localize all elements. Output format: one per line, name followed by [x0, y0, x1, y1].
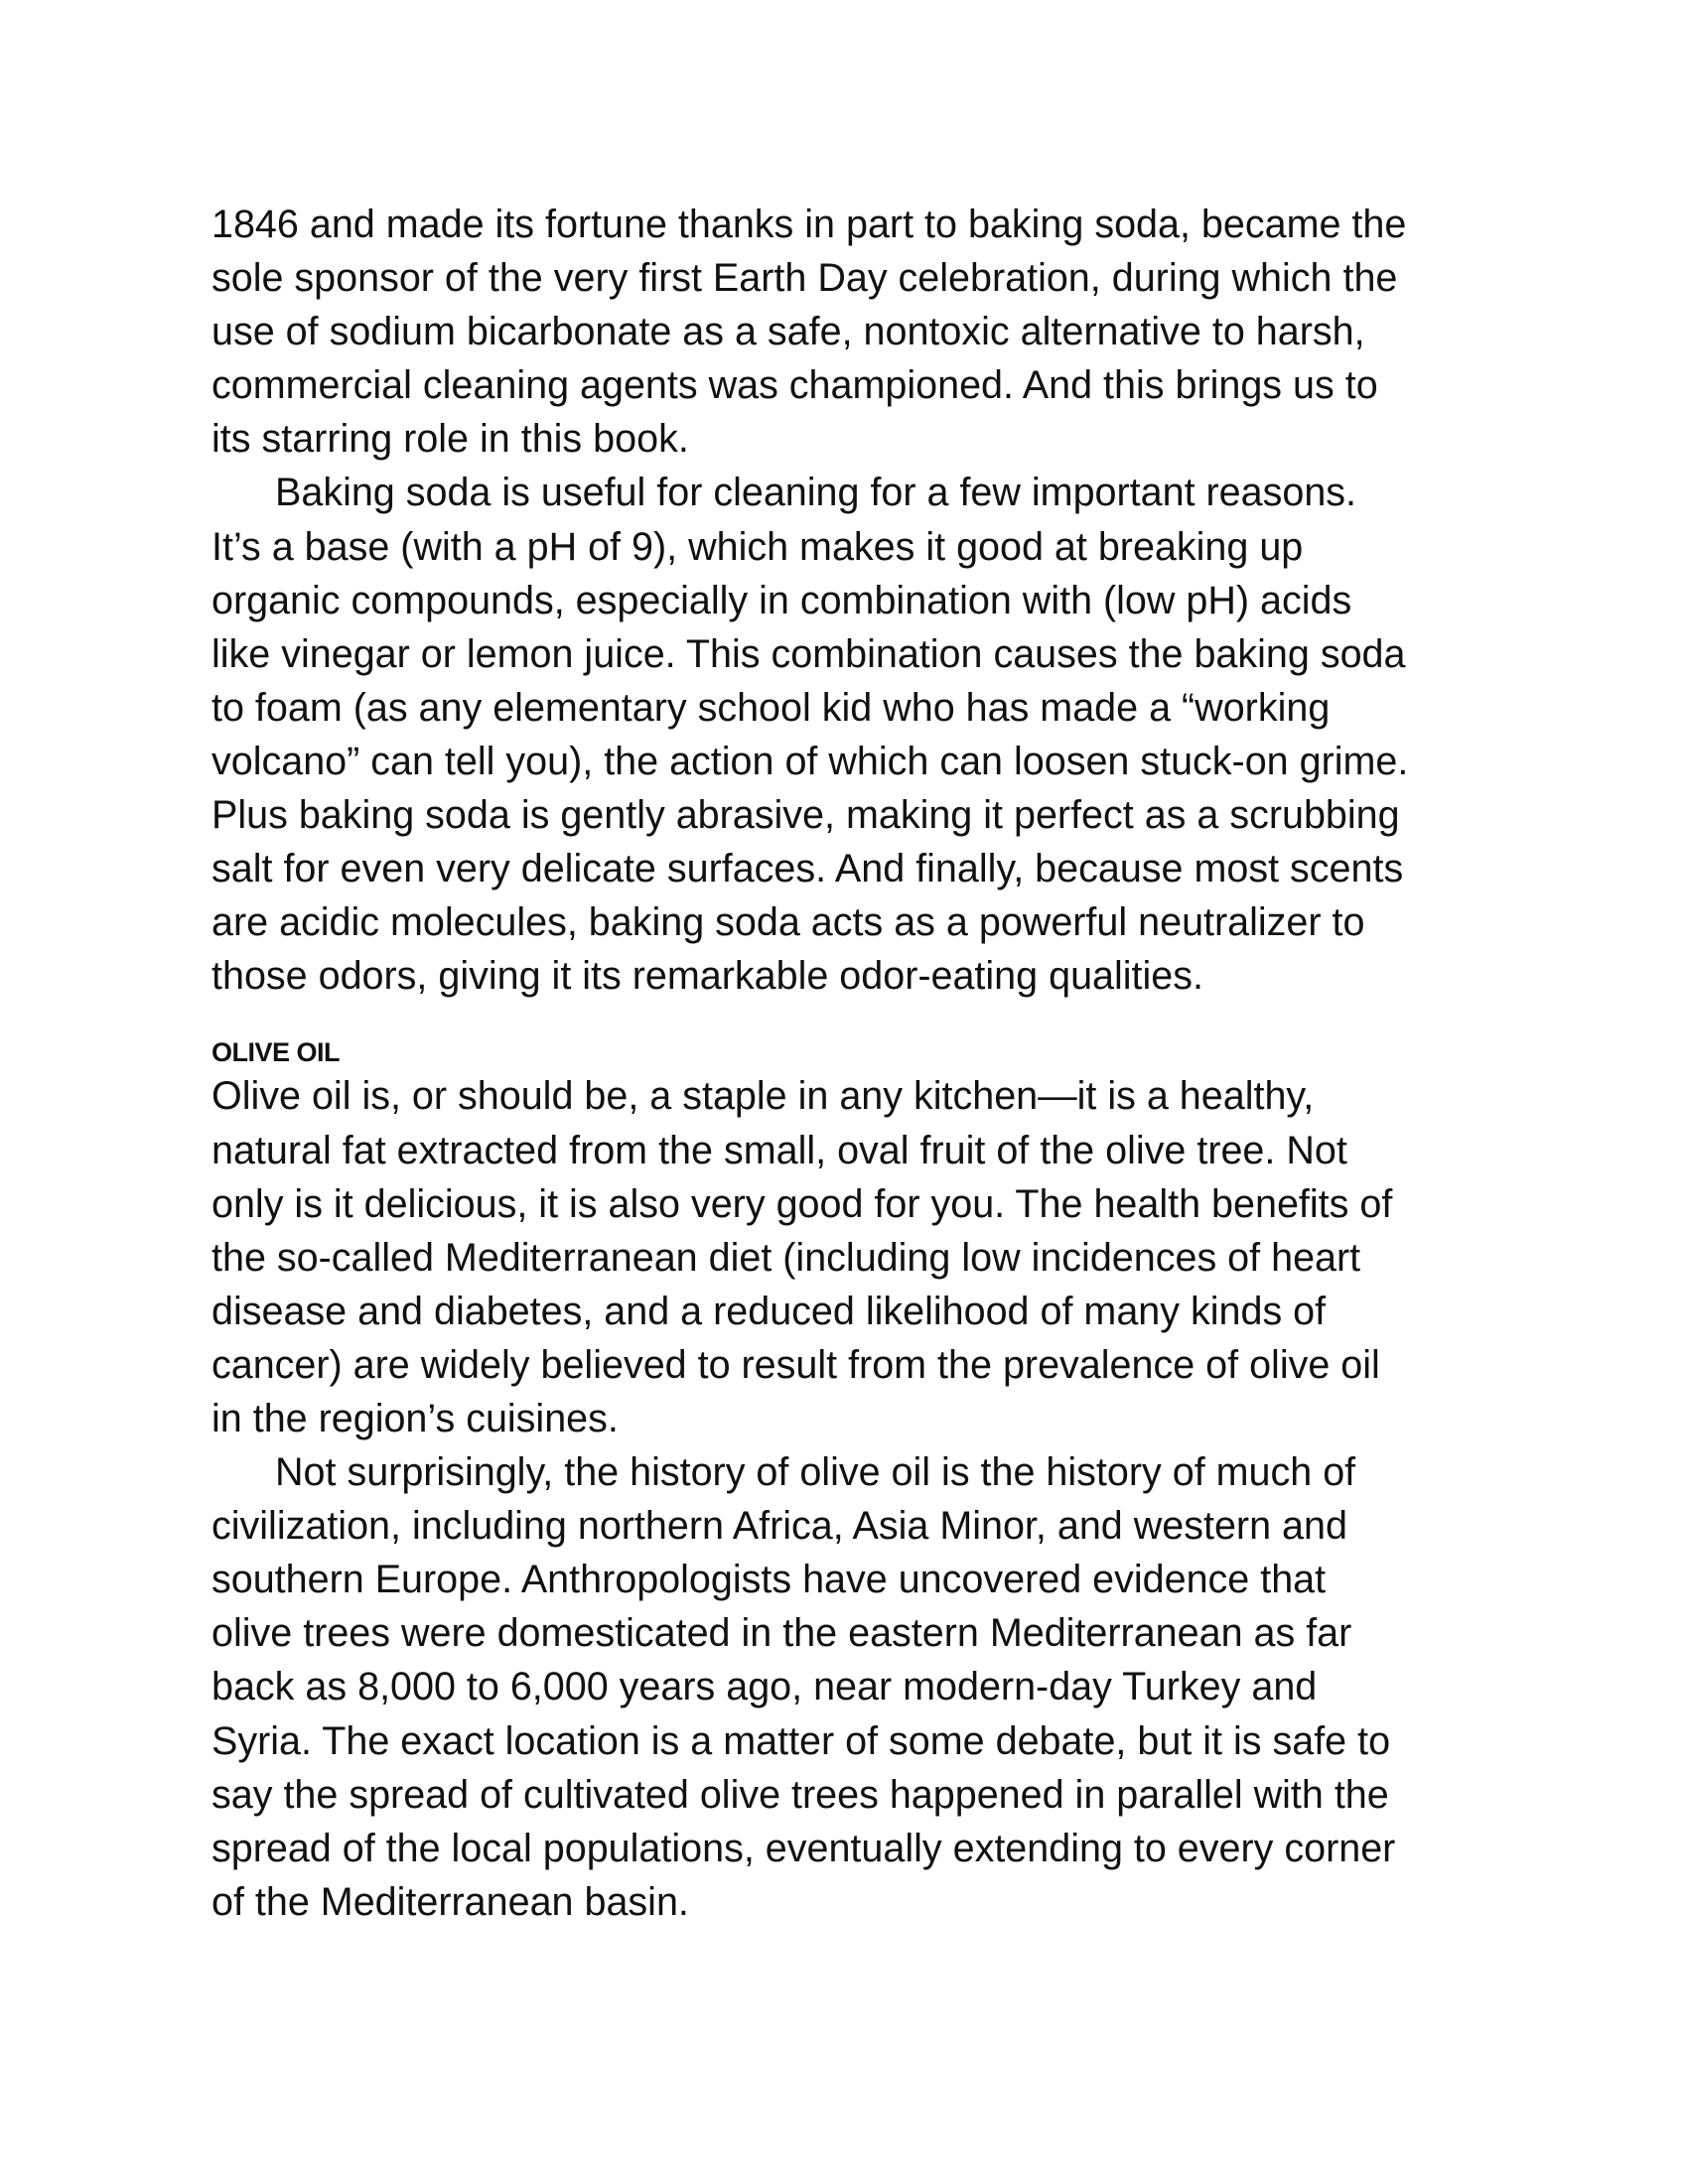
- text-line: are acidic molecules, baking soda acts as a powerful neutralizer to: [211, 900, 1365, 945]
- text-line: in the region’s cuisines.: [211, 1396, 619, 1440]
- text-line: natural fat extracted from the small, oval fruit of the olive tree. Not: [211, 1128, 1347, 1172]
- text-line: spread of the local populations, eventually extending to every corner: [211, 1826, 1396, 1870]
- text-line: olive trees were domesticated in the eastern Mediterranean as far: [211, 1611, 1352, 1656]
- text-line: to foam (as any elementary school kid who has made a “working: [211, 685, 1331, 730]
- text-line: volcano” can tell you), the action of which can loosen stuck-on grime.: [211, 739, 1409, 783]
- text-line: It’s a base (with a pH of 9), which makes it good at breaking up: [211, 524, 1304, 569]
- text-line: commercial cleaning agents was championed. And this brings us to: [211, 363, 1378, 408]
- text-line: its starring role in this book.: [211, 417, 689, 462]
- text-line: organic compounds, especially in combination with (low pH) acids: [211, 578, 1352, 622]
- text-line: cancer) are widely believed to result from the prevalence of olive oil: [211, 1342, 1380, 1387]
- text-line: Not surprisingly, the history of olive oil is the history of much of: [275, 1450, 1356, 1495]
- text-line: disease and diabetes, and a reduced likelihood of many kinds of: [211, 1289, 1327, 1333]
- text-line: southern Europe. Anthropologists have uncovered evidence that: [211, 1558, 1327, 1602]
- text-line: 1846 and made its fortune thanks in part to baking soda, became the: [211, 203, 1407, 246]
- text-line: civilization, including northern Africa, Asia Minor, and western and: [211, 1504, 1347, 1549]
- text-line: Plus baking soda is gently abrasive, making it perfect as a scrubbing: [211, 793, 1400, 838]
- text-line: sole sponsor of the very first Earth Day celebration, during which the: [211, 256, 1398, 301]
- paragraph-baking-soda-history: [211, 198, 1502, 466]
- text-line: of the Mediterranean basin.: [211, 1879, 689, 1924]
- paragraph-baking-soda-cleaning: [211, 466, 1502, 1003]
- page-body: [211, 198, 1502, 1929]
- text-line: the so-called Mediterranean diet (including low incidences of heart: [211, 1235, 1361, 1280]
- text-line: Olive oil is, or should be, a staple in any kitchen—it is a healthy,: [211, 1074, 1315, 1119]
- text-line: Baking soda is useful for cleaning for a few important reasons.: [275, 471, 1357, 515]
- paragraph-olive-oil-history: [211, 1445, 1502, 1929]
- text-line: back as 8,000 to 6,000 years ago, near modern-day Turkey and: [211, 1665, 1318, 1709]
- text-line: salt for even very delicate surfaces. And finally, because most scents: [211, 847, 1404, 891]
- text-line: those odors, giving it its remarkable odor-eating qualities.: [211, 954, 1203, 999]
- text-line: Syria. The exact location is a matter of some debate, but it is safe to: [211, 1718, 1391, 1763]
- text-line: like vinegar or lemon juice. This combination causes the baking soda: [211, 631, 1406, 676]
- section-heading-olive-oil: OLIVE OIL: [211, 1037, 341, 1068]
- text-line: say the spread of cultivated olive trees happened in parallel with the: [211, 1772, 1389, 1817]
- text-line: only is it delicious, it is also very good for you. The health benefits of: [211, 1181, 1393, 1226]
- text-line: use of sodium bicarbonate as a safe, nontoxic alternative to harsh,: [211, 310, 1365, 354]
- paragraph-olive-oil-intro: [211, 1069, 1502, 1445]
